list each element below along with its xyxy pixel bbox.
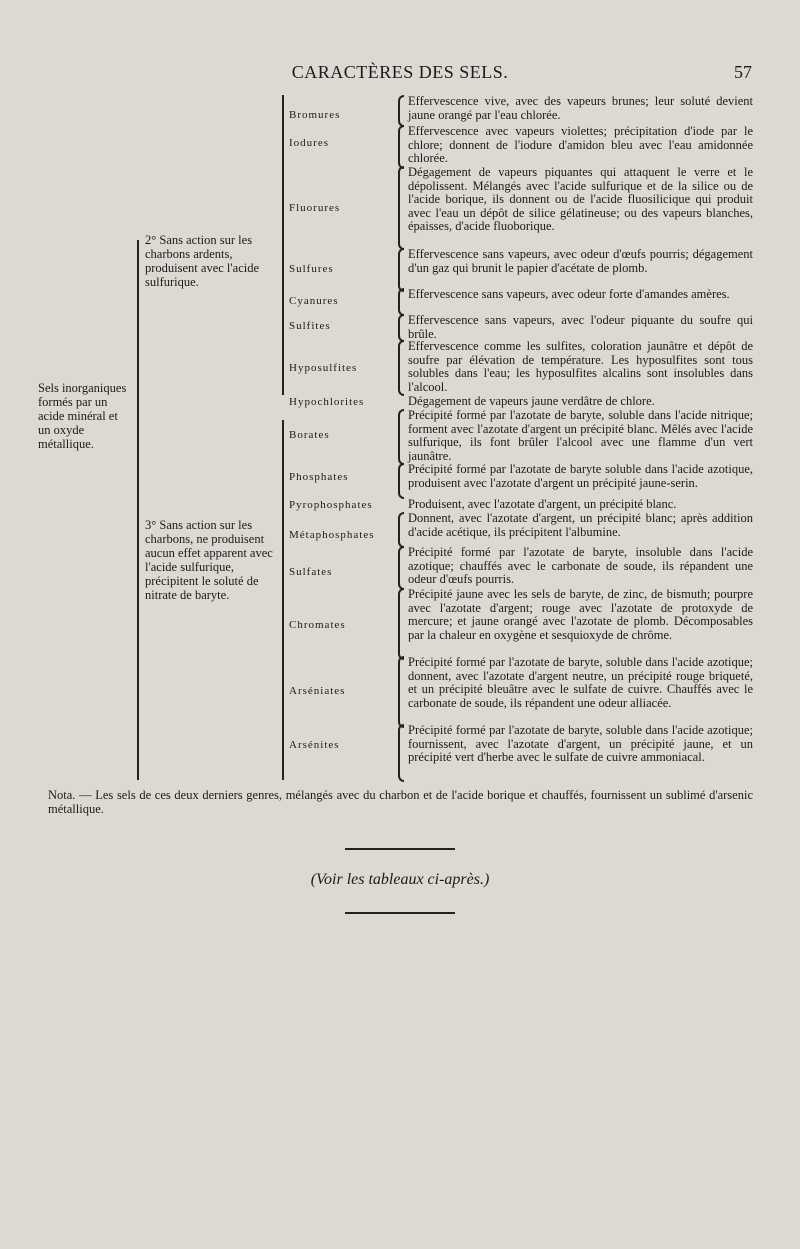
salt-description: Dégagement de vapeurs jaune verdâtre de chlore. (408, 394, 655, 408)
salt-description: Effervescence vive, avec des vapeurs brunes; leur soluté devient jaune orangé par l'eau chlorée. (408, 94, 753, 122)
salt-description: Effervescence sans vapeurs, avec odeur forte d'amandes amères. (408, 287, 730, 301)
salt-name: Borates (289, 429, 330, 441)
salt-name: Bromures (289, 109, 341, 121)
salt-description: Effervescence avec vapeurs violettes; précipitation d'iode par le chlore; donnent de l'iodure d'amidon bleu avec l'eau amidonnée chlorée. (408, 124, 753, 166)
running-title: CARACTÈRES DES SELS. (291, 62, 509, 82)
salt-description: Donnent, avec l'azotate d'argent, un précipité blanc; après addition d'acide acétique, ils précipitent l'albumine. (408, 511, 753, 539)
salt-description: Effervescence sans vapeurs, avec l'odeur piquante du soufre qui brûle. (408, 313, 753, 341)
entry-bracket (398, 463, 404, 499)
salt-name: Fluorures (289, 202, 341, 214)
page-number: 57 (734, 62, 752, 82)
salt-name: Hypochlorites (289, 396, 365, 408)
entry-bracket (398, 724, 404, 782)
salt-description: Effervescence sans vapeurs, avec odeur d'œufs pourris; dégagement d'un gaz qui brunit le papier d'acétate de plomb. (408, 247, 753, 275)
entry-bracket (398, 248, 404, 292)
salt-name: Arséniates (289, 685, 346, 697)
divider-top (345, 848, 455, 850)
entry-bracket (398, 314, 404, 342)
salt-description: Précipité formé par l'azotate de baryte, soluble dans l'acide azotique; fournissent, avec l'azotate d'argent, un précipité jaune, et un précipité vert d'herbe avec le sulfate de cuivre ammoniacal. (408, 723, 753, 765)
salt-description: Précipité formé par l'azotate de baryte, soluble dans l'acide nitrique; forment avec l'azotate d'argent un précipité blanc. Mêlés avec l'acide sulfurique, ils font brûler l'alcool avec une flamme d'un vert jaunâtre. (408, 408, 753, 463)
main-category-bracket (137, 240, 139, 780)
salt-name: Phosphates (289, 471, 349, 483)
entry-bracket (398, 588, 404, 660)
entry-bracket (398, 95, 404, 127)
salt-description: Effervescence comme les sulfites, coloration jaunâtre et dépôt de soufre par élévation de température. Les hyposulfites sont tous solubles dans l'eau; les hyposulfites alcalins sont insolubles dans l'alcool. (408, 339, 753, 394)
salt-name: Cyanures (289, 295, 339, 307)
entry-bracket (398, 125, 404, 169)
entry-bracket (398, 340, 404, 396)
divider-bottom (345, 912, 455, 914)
salt-name: Iodures (289, 137, 329, 149)
salt-name: Sulfures (289, 263, 334, 275)
entry-bracket (398, 409, 404, 465)
salt-name: Arsénites (289, 739, 340, 751)
group-bracket-2 (282, 95, 284, 395)
salt-name: Pyrophosphates (289, 499, 373, 511)
salt-name: Métaphosphates (289, 529, 375, 541)
salt-description: Précipité formé par l'azotate de baryte, insoluble dans l'acide azotique; chauffés avec le carbonate de soude, ils répandent une odeur d'œufs pourris. (408, 545, 753, 587)
page-header (0, 62, 800, 86)
salt-description: Dégagement de vapeurs piquantes qui attaquent le verre et le dépolissent. Mélangés avec l'acide sulfurique et de la silice ou de l'acide borique, ils donnent ou de l'acide fluosilicique qui produit avec l'eau un dépôt de silice gélatineuse; ou des vapeurs blanches, épaisses, d'acide fluoborique. (408, 165, 753, 234)
salt-name: Sulfates (289, 566, 333, 578)
main-category-label: Sels inorganiques formés par un acide minéral et un oxyde métallique. (38, 381, 127, 451)
entry-bracket (398, 288, 404, 316)
salt-description: Précipité jaune avec les sels de baryte, de zinc, de bismuth; pourpre avec l'azotate d'argent; rouge avec l'azotate de protoxyde de mercure; et jaune orangé avec l'azotate de plomb. Décomposables par la chaleur en oxygène et sesquioxyde de chrôme. (408, 587, 753, 642)
salt-name: Sulfites (289, 320, 331, 332)
entry-bracket (398, 656, 404, 728)
entry-bracket (398, 512, 404, 548)
group-bracket-3 (282, 420, 284, 780)
salt-description: Produisent, avec l'azotate d'argent, un précipité blanc. (408, 497, 677, 511)
salt-name: Hyposulfites (289, 362, 358, 374)
subgroup-3-label: 3° Sans action sur les charbons, ne produisent aucun effet apparent avec l'acide sulfurique, précipitent le soluté de nitrate de baryte. (145, 518, 273, 602)
entry-bracket (398, 166, 404, 250)
salt-description: Précipité formé par l'azotate de baryte, soluble dans l'acide azotique; donnent, avec l'azotate d'argent neutre, un précipité rouge briqueté, et un précipité bleuâtre avec le sulfate de cuivre. Chauffés avec le carbonate de soude, ils répandent une odeur alliacée. (408, 655, 753, 710)
salt-description: Précipité formé par l'azotate de baryte soluble dans l'acide azotique, produisent avec l'azotate d'argent un précipité jaune-serin. (408, 462, 753, 490)
entry-bracket (398, 546, 404, 590)
subgroup-2-label: 2° Sans action sur les charbons ardents, produisent avec l'acide sulfurique. (145, 233, 260, 289)
salt-name: Chromates (289, 619, 346, 631)
nota-footnote: Nota. — Les sels de ces deux derniers genres, mélangés avec du charbon et de l'acide borique et chauffés, fournissent un sublimé d'arsenic métallique. (48, 788, 753, 816)
see-tables-note: (Voir les tableaux ci-après.) (310, 871, 490, 888)
